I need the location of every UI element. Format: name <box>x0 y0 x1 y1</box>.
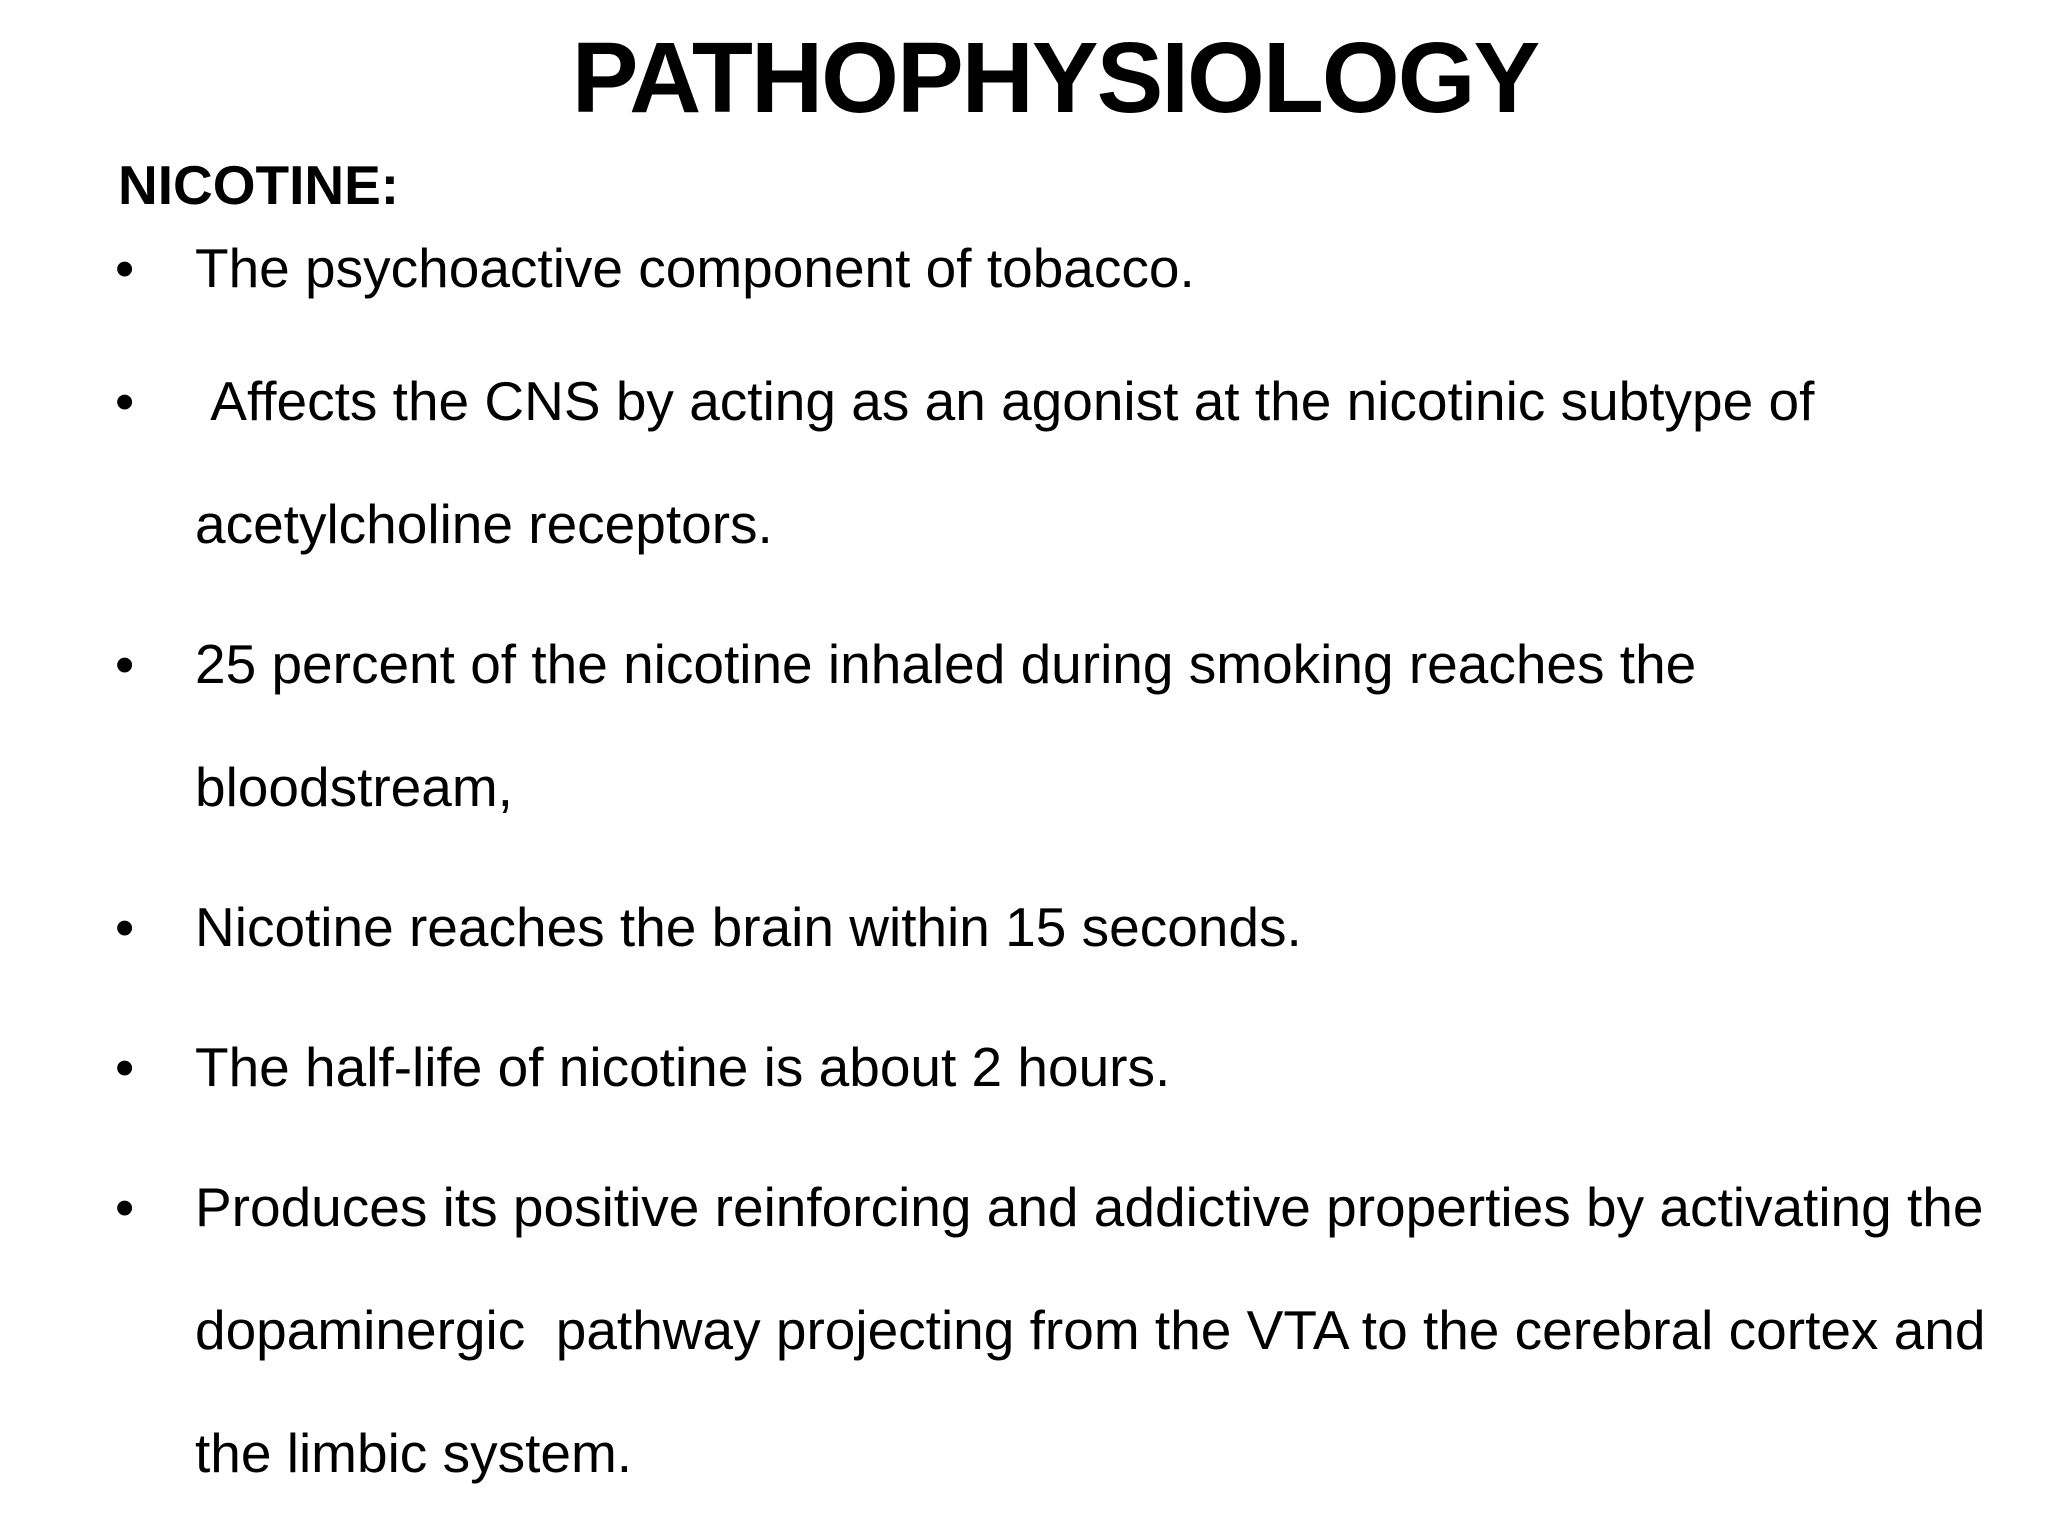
bullet-item <box>0 1146 2048 1515</box>
bullet-text: 25 percent of the nicotine inhaled during smoking reaches the bloodstream, <box>195 633 1697 818</box>
bullet-text: Nicotine reaches the brain within 15 seconds. <box>195 896 1302 958</box>
bullet-item <box>0 603 2048 849</box>
bullet-text: Produces its positive reinforcing and addictive properties by activating the dopaminergic pathway projecting from the VTA to the cerebral cortex and the limbic system. <box>195 1176 2001 1484</box>
bullet-icon: • <box>115 1176 135 1238</box>
bullet-item <box>0 228 2048 308</box>
bullet-icon: • <box>115 237 135 299</box>
bullet-item <box>0 866 2048 989</box>
bullet-icon: • <box>115 633 135 695</box>
bullet-item <box>0 340 2048 586</box>
bullet-text: The psychoactive component of tobacco. <box>195 237 1195 299</box>
section-label: NICOTINE: <box>118 154 400 216</box>
bullet-text: Affects the CNS by acting as an agonist at the nicotinic subtype of acetylcholine receptors. <box>195 370 1830 555</box>
bullet-icon: • <box>115 370 135 432</box>
bullet-icon: • <box>115 896 135 958</box>
bullet-item <box>0 1006 2048 1129</box>
bullet-icon: • <box>115 1036 135 1098</box>
bullet-text: The half-life of nicotine is about 2 hours. <box>195 1036 1171 1098</box>
slide-title: PATHOPHYSIOLOGY <box>571 22 1539 134</box>
bullet-list <box>0 228 2048 1532</box>
